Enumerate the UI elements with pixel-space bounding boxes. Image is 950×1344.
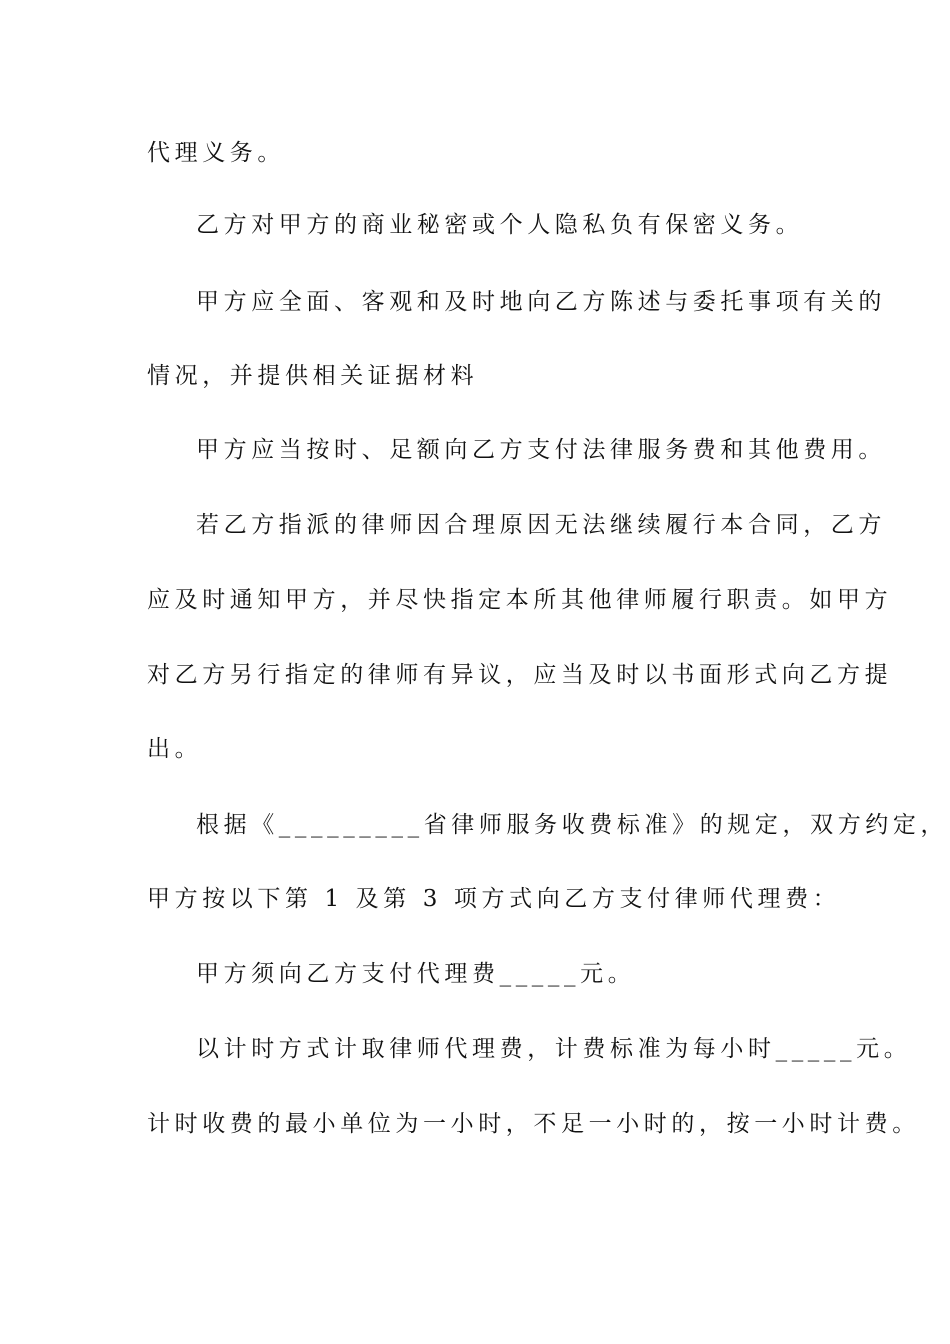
paragraph-line: 代理义务。 xyxy=(147,140,285,166)
paragraph-line: 若乙方指派的律师因合理原因无法继续履行本合同，乙方 xyxy=(196,512,886,538)
paragraph-line: 应及时通知甲方，并尽快指定本所其他律师履行职责。如甲方 xyxy=(147,587,893,613)
paragraph-line: 对乙方另行指定的律师有异议，应当及时以书面形式向乙方提 xyxy=(147,662,893,688)
paragraph-line: 根据《_________省律师服务收费标准》的规定，双方约定， xyxy=(196,812,949,838)
paragraph-line: 情况，并提供相关证据材料 xyxy=(147,363,479,389)
paragraph-line: 出。 xyxy=(147,736,203,762)
paragraph-line: 计时收费的最小单位为一小时，不足一小时的，按一小时计费。 xyxy=(147,1111,920,1137)
paragraph-line: 以计时方式计取律师代理费，计费标准为每小时_____元。 xyxy=(196,1036,912,1062)
paragraph-line: 甲方应当按时、足额向乙方支付法律服务费和其他费用。 xyxy=(196,437,886,463)
paragraph-line: 甲方应全面、客观和及时地向乙方陈述与委托事项有关的 xyxy=(196,289,886,315)
paragraph-line: 甲方按以下第 1 及第 3 项方式向乙方支付律师代理费： xyxy=(147,886,841,912)
paragraph-line: 乙方对甲方的商业秘密或个人隐私负有保密义务。 xyxy=(196,212,804,238)
paragraph-line: 甲方须向乙方支付代理费_____元。 xyxy=(196,961,636,987)
